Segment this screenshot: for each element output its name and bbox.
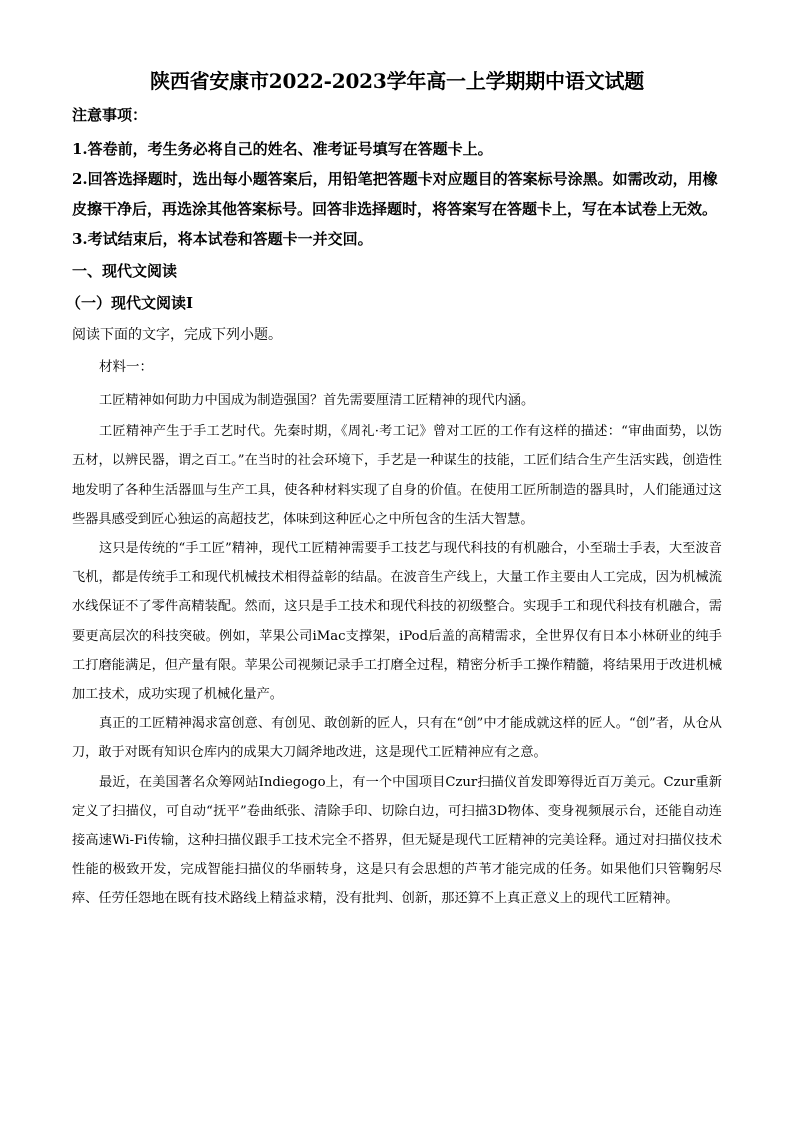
note-item-3: 3.考试结束后，将本试卷和答题卡一并交回。 [72,230,373,248]
material-body [72,386,722,914]
notes-heading: 注意事项： [72,106,148,124]
note-item-1: 1.答卷前，考生务必将自己的姓名、准考证号填写在答题卡上。 [72,140,493,158]
material-paragraph: 工匠精神产生于手工艺时代。先秦时期，《周礼·考工记》曾对工匠的工作有这样的描述：“审曲面势，以饬五材，以辨民器，谓之百工。”在当时的社会环境下，手艺是一种谋生的技能，工匠们结合生产生活实践，创造性地发明了各种生活器皿与生产工具，使各种材料实现了自身的价值。在使用工匠所制造的器具时，人们能通过这些器具感受到匠心独运的高超技艺，体味到这种匠心之中所包含的生活大智慧。 [72,424,722,527]
exam-page [66,66,722,914]
material-paragraph: 工匠精神如何助力中国成为制造强国？首先需要厘清工匠精神的现代内涵。 [99,393,535,408]
subsection-heading: （一）现代文阅读Ⅰ [66,294,194,312]
material-paragraph: 这只是传统的“手工匠”精神，现代工匠精神需要手工技艺与现代科技的有机融合，小至瑞士手表，大至波音飞机，都是传统手工和现代机械技术相得益彰的结晶。在波音生产线上，大量工作主要由人工完成，因为机械流水线保证不了零件高精装配。然而，这只是手工技术和现代科技的初级整合。实现手工和现代科技有机融合，需要更高层次的科技突破。例如，苹果公司iMac支撑架，iPod后盖的高精需求，全世界仅有日本小林研业的纯手工打磨能满足，但产量有限。苹果公司视频记录手工打磨全过程，精密分析手工操作精髓，将结果用于改进机械加工技术，成功实现了机械化量产。 [72,541,722,703]
note-item-2: 2.回答选择题时，选出每小题答案后，用铅笔把答题卡对应题目的答案标号涂黑。如需改动，用橡皮擦干净后，再选涂其他答案标号。回答非选择题时，将答案写在答题卡上，写在本试卷上无效。 [72,170,718,218]
section-heading: 一、现代文阅读 [72,262,178,280]
material-paragraph: 真正的工匠精神渴求富创意、有创见、敢创新的匠人，只有在“创”中才能成就这样的匠人。“创”者，从仓从刀，敢于对既有知识仓库内的成果大刀阔斧地改进，这是现代工匠精神应有之意。 [72,716,722,761]
page-title: 陕西省安康市2022-2023学年高一上学期期中语文试题 [149,69,645,93]
material-paragraph: 最近，在美国著名众筹网站Indiegogo上，有一个中国项目Czur扫描仪首发即筹得近百万美元。Czur重新定义了扫描仪，可自动“抚平”卷曲纸张、清除手印、切除白边，可扫描3D物体、变身视频展示台，还能自动连接高速Wi-Fi传输，这种扫描仪跟手工技术完全不搭界，但无疑是现代工匠精神的完美诠释。通过对扫描仪技术性能的极致开发，完成智能扫描仪的华丽转身，这是只有会思想的芦苇才能完成的任务。如果他们只管鞠躬尽瘁、任劳任怨地在既有技术路线上精益求精，没有批判、创新，那还算不上真正意义上的现代工匠精神。 [72,774,722,907]
reading-instruction: 阅读下面的文字，完成下列小题。 [72,327,282,343]
notes-block [72,104,722,254]
material-label: 材料一： [99,359,153,375]
